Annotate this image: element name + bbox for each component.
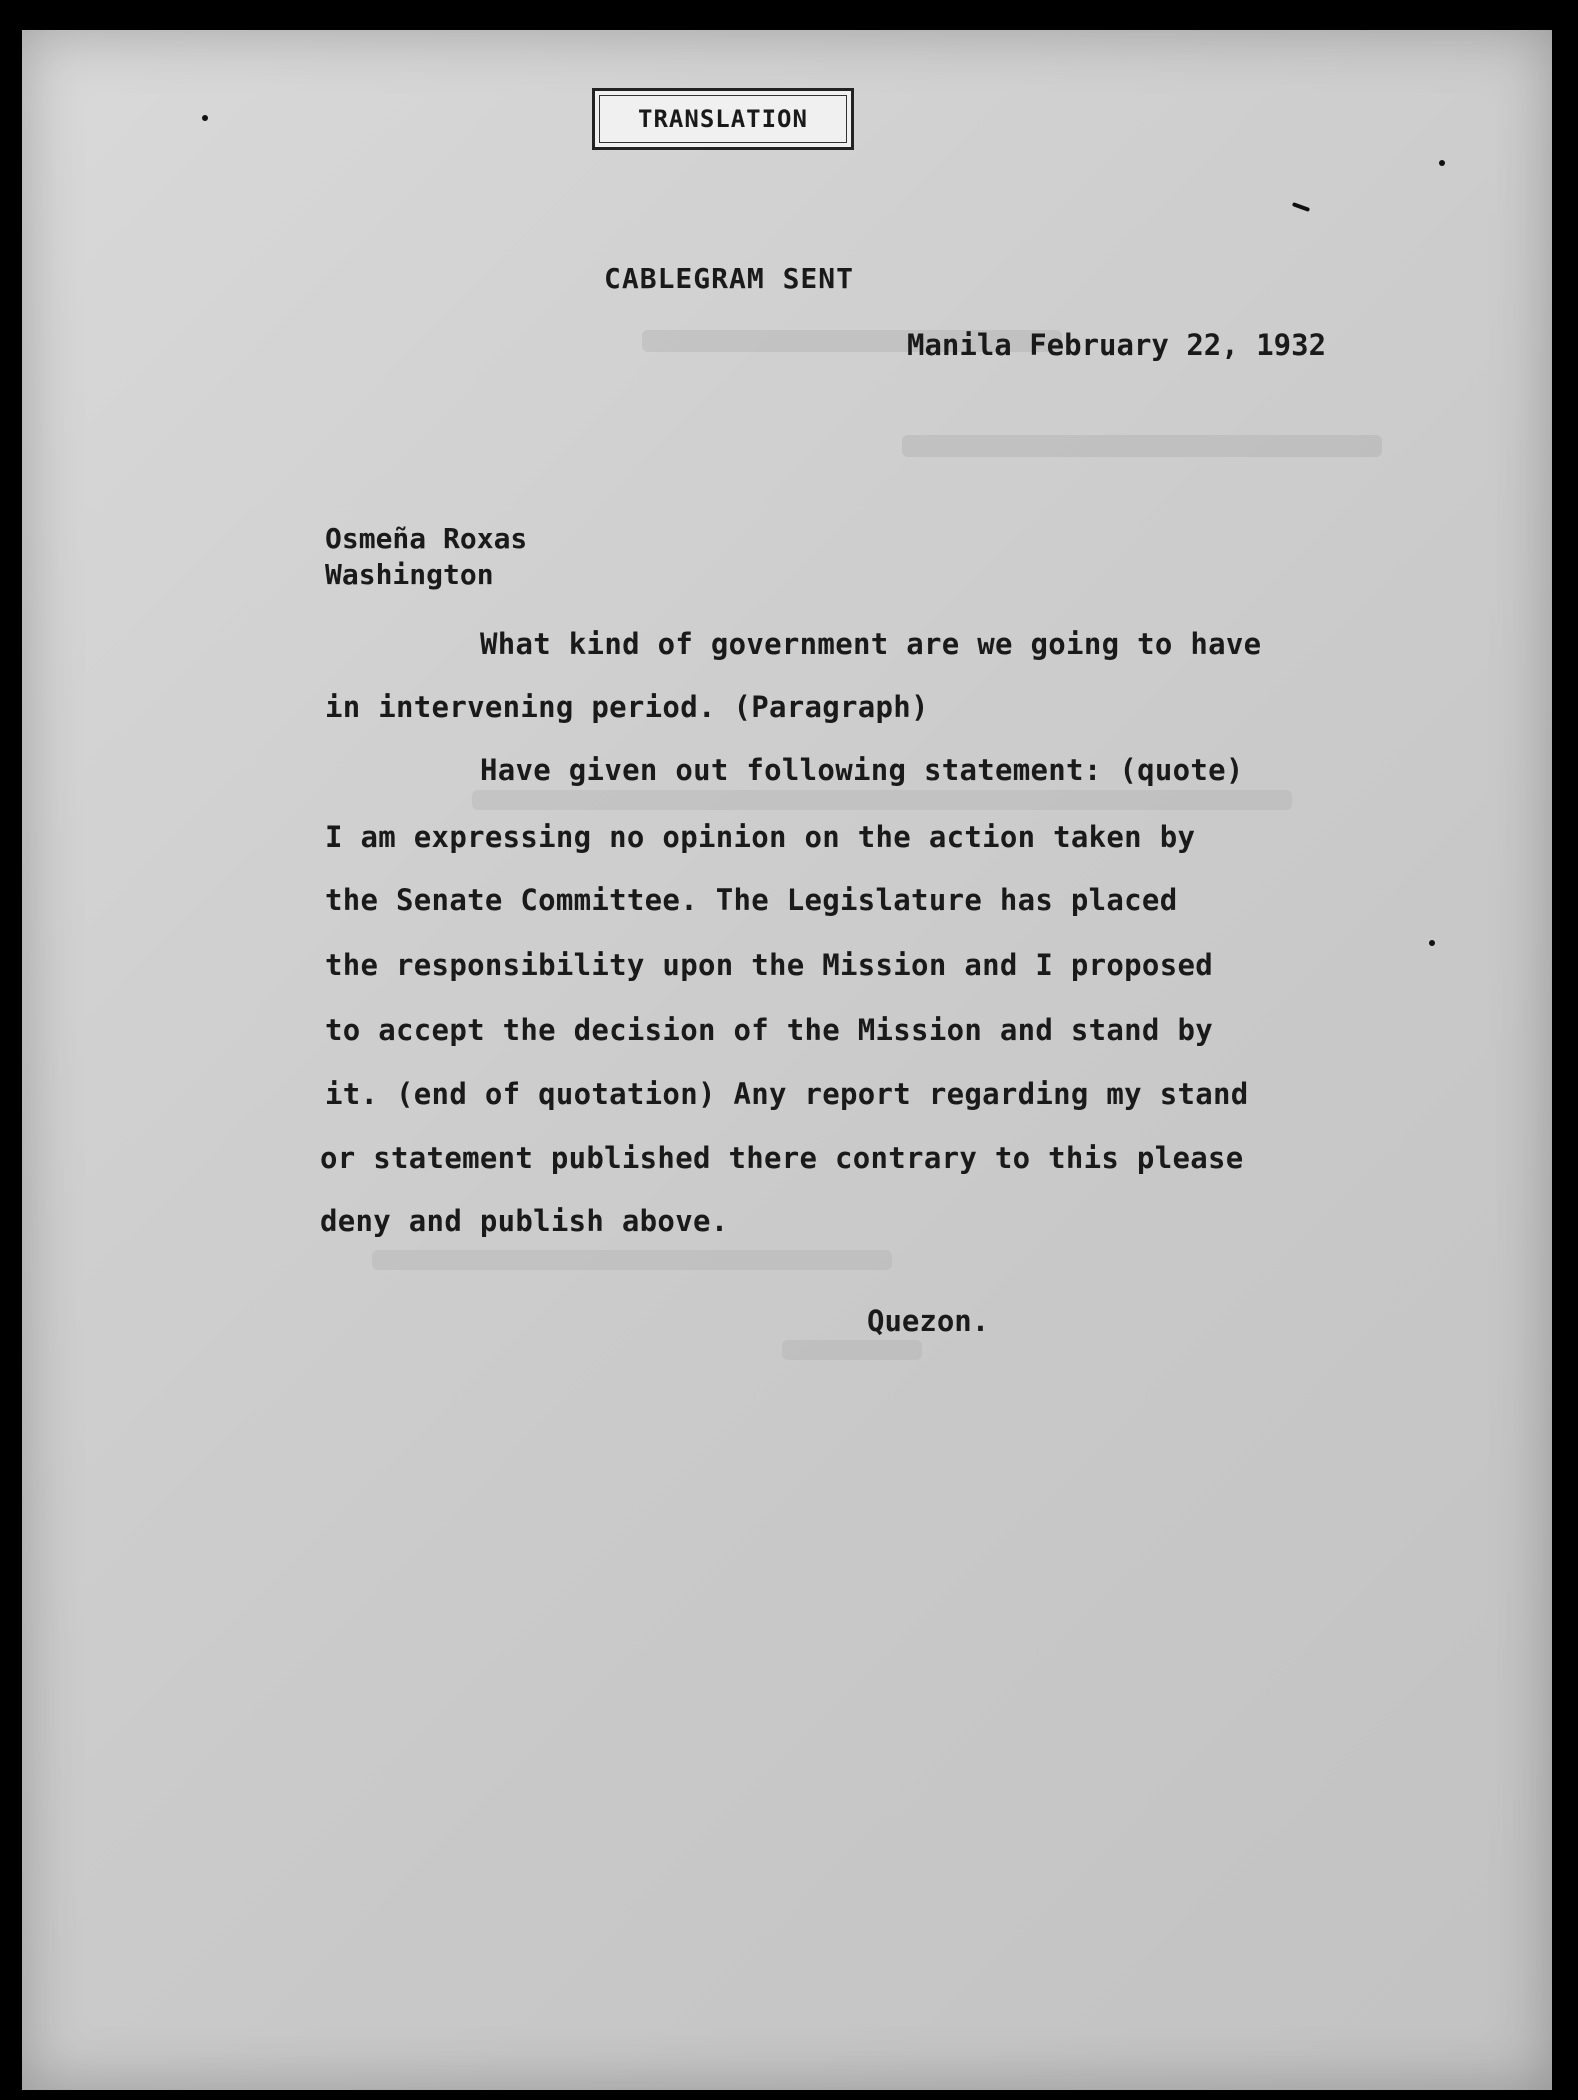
- translation-stamp: [592, 88, 854, 150]
- body-line: it. (end of quotation) Any report regarding my stand: [325, 1077, 1249, 1111]
- body-line: the responsibility upon the Mission and I proposed: [325, 948, 1213, 982]
- body-line: deny and publish above.: [320, 1204, 729, 1238]
- body-line: the Senate Committee. The Legislature has placed: [325, 883, 1178, 917]
- bleed-through-mark: [472, 790, 1292, 810]
- scan-speck: [1292, 202, 1310, 212]
- body-line: I am expressing no opinion on the action taken by: [325, 820, 1196, 854]
- bleed-through-mark: [372, 1250, 892, 1270]
- stamp-label: TRANSLATION: [638, 105, 808, 133]
- recipient-name: Osmeña Roxas: [325, 522, 528, 555]
- document-title: CABLEGRAM SENT: [604, 262, 855, 295]
- signature: Quezon.: [867, 1304, 990, 1338]
- scan-speck: [202, 115, 208, 121]
- dateline: Manila February 22, 1932: [907, 328, 1327, 362]
- body-line: Have given out following statement: (quote): [480, 753, 1244, 787]
- bleed-through-mark: [902, 435, 1382, 457]
- scan-speck: [1439, 160, 1445, 166]
- body-line: What kind of government are we going to have: [480, 627, 1262, 661]
- recipient-location: Washington: [325, 558, 494, 591]
- body-line: or statement published there contrary to this please: [320, 1141, 1244, 1175]
- bleed-through-mark: [782, 1340, 922, 1360]
- body-line: in intervening period. (Paragraph): [325, 690, 929, 724]
- document-page: [22, 30, 1552, 2090]
- body-line: to accept the decision of the Mission and stand by: [325, 1013, 1213, 1047]
- scan-speck: [1429, 940, 1435, 946]
